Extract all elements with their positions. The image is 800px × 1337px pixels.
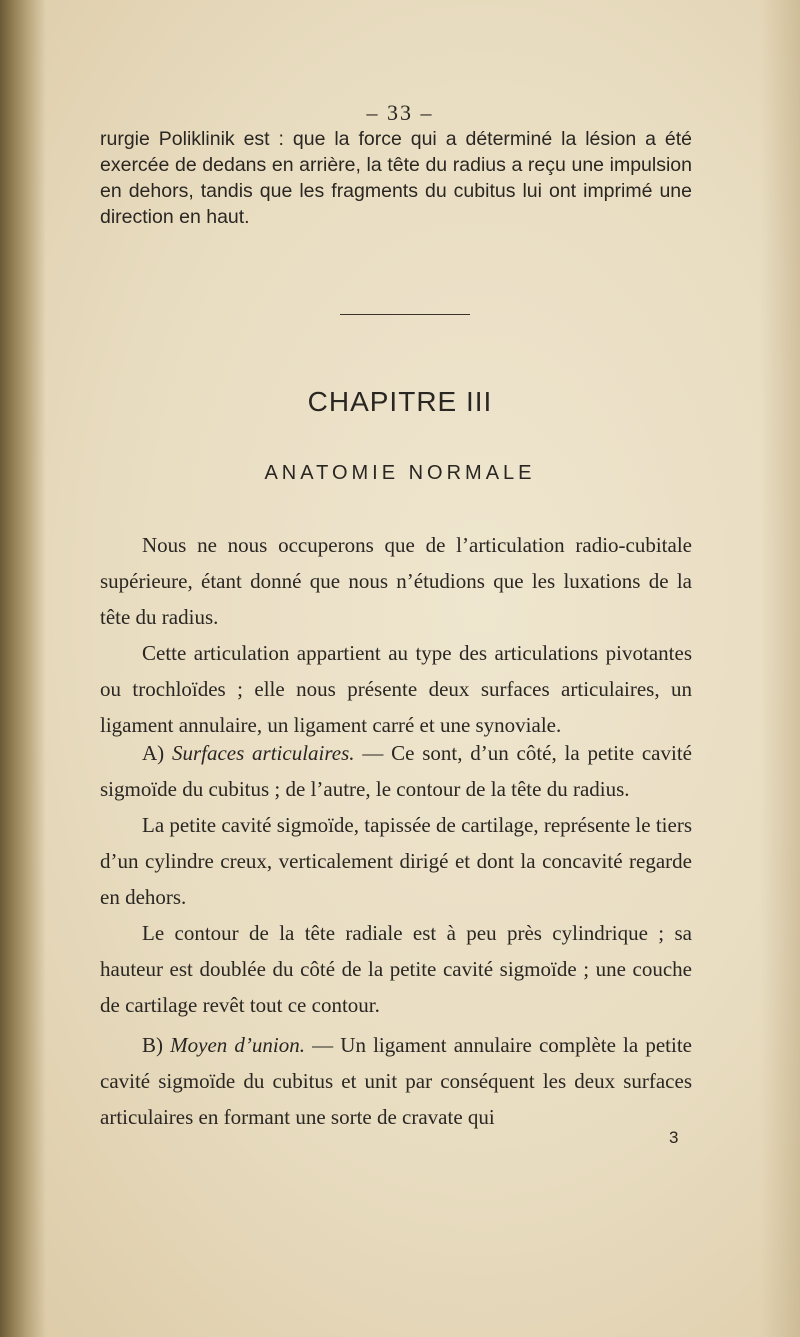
section-b-text: — Un ligament annulaire complète la petite cavité sigmoïde du cubitus et unit par conséquent les deux surfaces articulaires en formant une sorte de cravate qui xyxy=(100,1033,692,1129)
section-union xyxy=(100,1027,692,1135)
intro-text: rurgie Poliklinik est : que la force qui a déterminé la lésion a été exercée de dedans en arrière, la tête du radius a reçu une impulsion en dehors, tandis que les fragments du cubitus lui ont imprimé une direction en haut. xyxy=(100,128,692,228)
section-b-heading: Moyen d’union. xyxy=(170,1033,305,1057)
intro-paragraph xyxy=(100,126,692,230)
section-b-label: B) xyxy=(142,1033,163,1057)
paragraph-sigmoid-cavity: La petite cavité sigmoïde, tapissée de cartilage, représente le tiers d’un cylindre creux, verticalement dirigé et dont la concavité regarde en dehors. xyxy=(100,813,692,909)
section-a-heading: Surfaces articulaires. xyxy=(171,741,355,765)
page-binding-shadow xyxy=(0,0,46,1337)
section-surfaces xyxy=(100,735,692,1023)
paragraph-articulation-type: Cette articulation appartient au type des articulations pivotantes ou trochloïdes ; elle nous présente deux surfaces articulaires, un ligament annulaire, un ligament carré et une synoviale. xyxy=(100,641,692,737)
paragraph-scope: Nous ne nous occuperons que de l’articulation radio-cubitale supérieure, étant donné que nous n’étudions que les luxations de la tête du radius. xyxy=(100,533,692,629)
signature-mark: 3 xyxy=(669,1128,679,1147)
page-edge-shade xyxy=(760,0,800,1337)
section-divider xyxy=(340,314,470,315)
section-a-text: — Ce sont, d’un côté, la petite cavité sigmoïde du cubitus ; de l’autre, le contour de la tête du radius. xyxy=(100,741,692,801)
paragraph-radial-head: Le contour de la tête radiale est à peu près cylindrique ; sa hauteur est doublée du côté de la petite cavité sigmoïde ; une couche de cartilage revêt tout ce contour. xyxy=(100,921,692,1017)
section-a-label: A) xyxy=(142,741,165,765)
chapter-title: CHAPITRE III xyxy=(307,386,493,417)
intro-section xyxy=(100,527,692,743)
section-b-paragraph xyxy=(100,1027,692,1135)
section-a-paragraph xyxy=(100,735,692,807)
chapter-subtitle: ANATOMIE NORMALE xyxy=(264,462,536,484)
page-number: – 33 – xyxy=(366,100,434,125)
